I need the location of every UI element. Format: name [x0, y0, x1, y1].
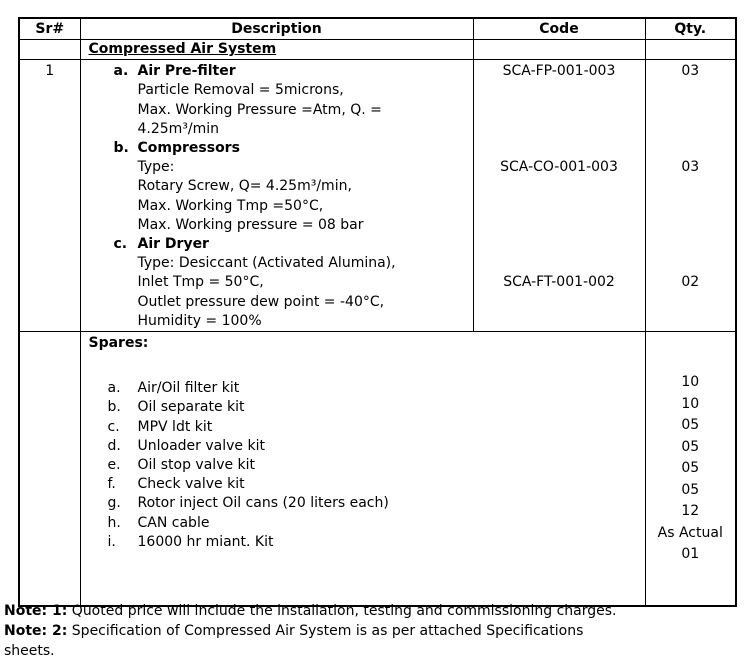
- list-marker: h.: [107, 514, 121, 531]
- empty-cell: [19, 332, 80, 607]
- spares-description-cell: [80, 332, 645, 607]
- item-descriptions-cell: [80, 60, 473, 332]
- spares-item-label: Unloader valve kit: [137, 437, 265, 454]
- list-marker: d.: [107, 437, 121, 454]
- table-header-row: [19, 18, 736, 40]
- spares-item-label: MPV ldt kit: [137, 418, 213, 435]
- list-marker: e.: [107, 457, 121, 474]
- item-spec-line: Particle Removal = 5microns,: [137, 82, 344, 99]
- note-2-continuation: sheets.: [4, 643, 55, 660]
- qty-value: 05: [681, 460, 700, 477]
- list-marker: b.: [113, 140, 129, 157]
- empty-cell: [19, 40, 80, 60]
- spares-item-label: Rotor inject Oil cans (20 liters each): [137, 495, 389, 512]
- item-qtys-cell: [645, 60, 736, 332]
- item-title: Air Pre-filter: [137, 63, 236, 80]
- code-value: SCA-FT-001-002: [503, 274, 615, 291]
- list-marker: a.: [113, 63, 129, 80]
- qty-value: 02: [681, 274, 700, 291]
- item-title: Compressors: [137, 140, 240, 157]
- item-spec-line: Max. Working Tmp =50°C,: [137, 197, 324, 214]
- spares-item-label: CAN cable: [137, 514, 210, 531]
- spares-item: [81, 379, 645, 398]
- spares-qtys-cell: [645, 332, 736, 607]
- item-spec-line: Outlet pressure dew point = -40°C,: [137, 293, 385, 310]
- section-row: [19, 40, 736, 60]
- section-title: Compressed Air System: [88, 41, 277, 57]
- code-value: SCA-CO-001-003: [500, 159, 618, 176]
- item-row: [19, 60, 736, 332]
- spares-item: [81, 437, 645, 456]
- qty-value: 10: [681, 374, 700, 391]
- item-air-dryer: [81, 235, 473, 331]
- spares-item: [81, 475, 645, 494]
- list-marker: b.: [107, 399, 121, 416]
- section-title-cell: [80, 40, 473, 60]
- note-2: [4, 621, 744, 641]
- item-spec-line: Type: Desiccant (Activated Alumina),: [137, 255, 396, 272]
- note-2-label: Note: 2:: [4, 623, 68, 640]
- code-value: SCA-FP-001-003: [502, 63, 616, 80]
- note-2-text: Specification of Compressed Air System is as per attached Specifications: [67, 623, 584, 640]
- spares-item: [81, 418, 645, 437]
- list-marker: g.: [107, 495, 121, 512]
- qty-value: 05: [681, 481, 700, 498]
- qty-value: 03: [681, 159, 700, 176]
- item-spec-line: 4.25m³/min: [137, 120, 220, 137]
- qty-value: 03: [681, 63, 700, 80]
- note-1: [4, 601, 744, 621]
- item-spec-line: Rotary Screw, Q= 4.25m³/min,: [137, 178, 352, 195]
- spares-item: [81, 494, 645, 513]
- spares-item: [81, 398, 645, 417]
- spares-item-label: Check valve kit: [137, 476, 245, 493]
- qty-value: 05: [681, 417, 700, 434]
- item-spec-line: Humidity = 100%: [137, 312, 262, 329]
- spec-table: [18, 17, 737, 607]
- qty-value: As Actual: [657, 524, 723, 541]
- item-spec-line: Max. Working pressure = 08 bar: [137, 216, 364, 233]
- spares-item: [81, 514, 645, 533]
- spares-list: [81, 379, 645, 552]
- note-1-label: Note: 1:: [4, 603, 68, 619]
- sr-number: 1: [19, 60, 80, 332]
- spares-item-label: Oil separate kit: [137, 399, 245, 416]
- list-marker: c.: [107, 418, 120, 435]
- notes-section: [4, 601, 744, 662]
- spares-title: Spares:: [88, 335, 149, 352]
- empty-cell: [473, 40, 645, 60]
- qty-value: 12: [681, 503, 700, 520]
- header-sr: Sr#: [19, 18, 80, 40]
- list-marker: c.: [113, 236, 128, 253]
- header-qty: Qty.: [645, 18, 736, 40]
- item-spec-line: Inlet Tmp = 50°C,: [137, 274, 264, 291]
- spares-row: [19, 332, 736, 607]
- qty-value: 10: [681, 395, 700, 412]
- item-spec-line: Max. Working Pressure =Atm, Q. =: [137, 101, 382, 118]
- qty-value: 01: [681, 546, 700, 563]
- spares-item-label: Air/Oil filter kit: [137, 380, 240, 397]
- item-compressors: [81, 139, 473, 235]
- qty-value: 05: [681, 438, 700, 455]
- spares-item: [81, 456, 645, 475]
- header-description: Description: [80, 18, 473, 40]
- note-1-text: Quoted price will include the installation, testing and commissioning charges.: [67, 603, 617, 619]
- spares-item-label: 16000 hr miant. Kit: [137, 533, 274, 550]
- spares-item-label: Oil stop valve kit: [137, 457, 256, 474]
- spares-item: [81, 533, 645, 552]
- item-title: Air Dryer: [137, 236, 209, 253]
- header-code: Code: [473, 18, 645, 40]
- empty-cell: [645, 40, 736, 60]
- item-air-pre-filter: [81, 62, 473, 139]
- item-codes-cell: [473, 60, 645, 332]
- list-marker: f.: [107, 476, 116, 493]
- list-marker: a.: [107, 380, 121, 397]
- item-spec-line: Type:: [137, 159, 175, 176]
- list-marker: i.: [107, 533, 116, 550]
